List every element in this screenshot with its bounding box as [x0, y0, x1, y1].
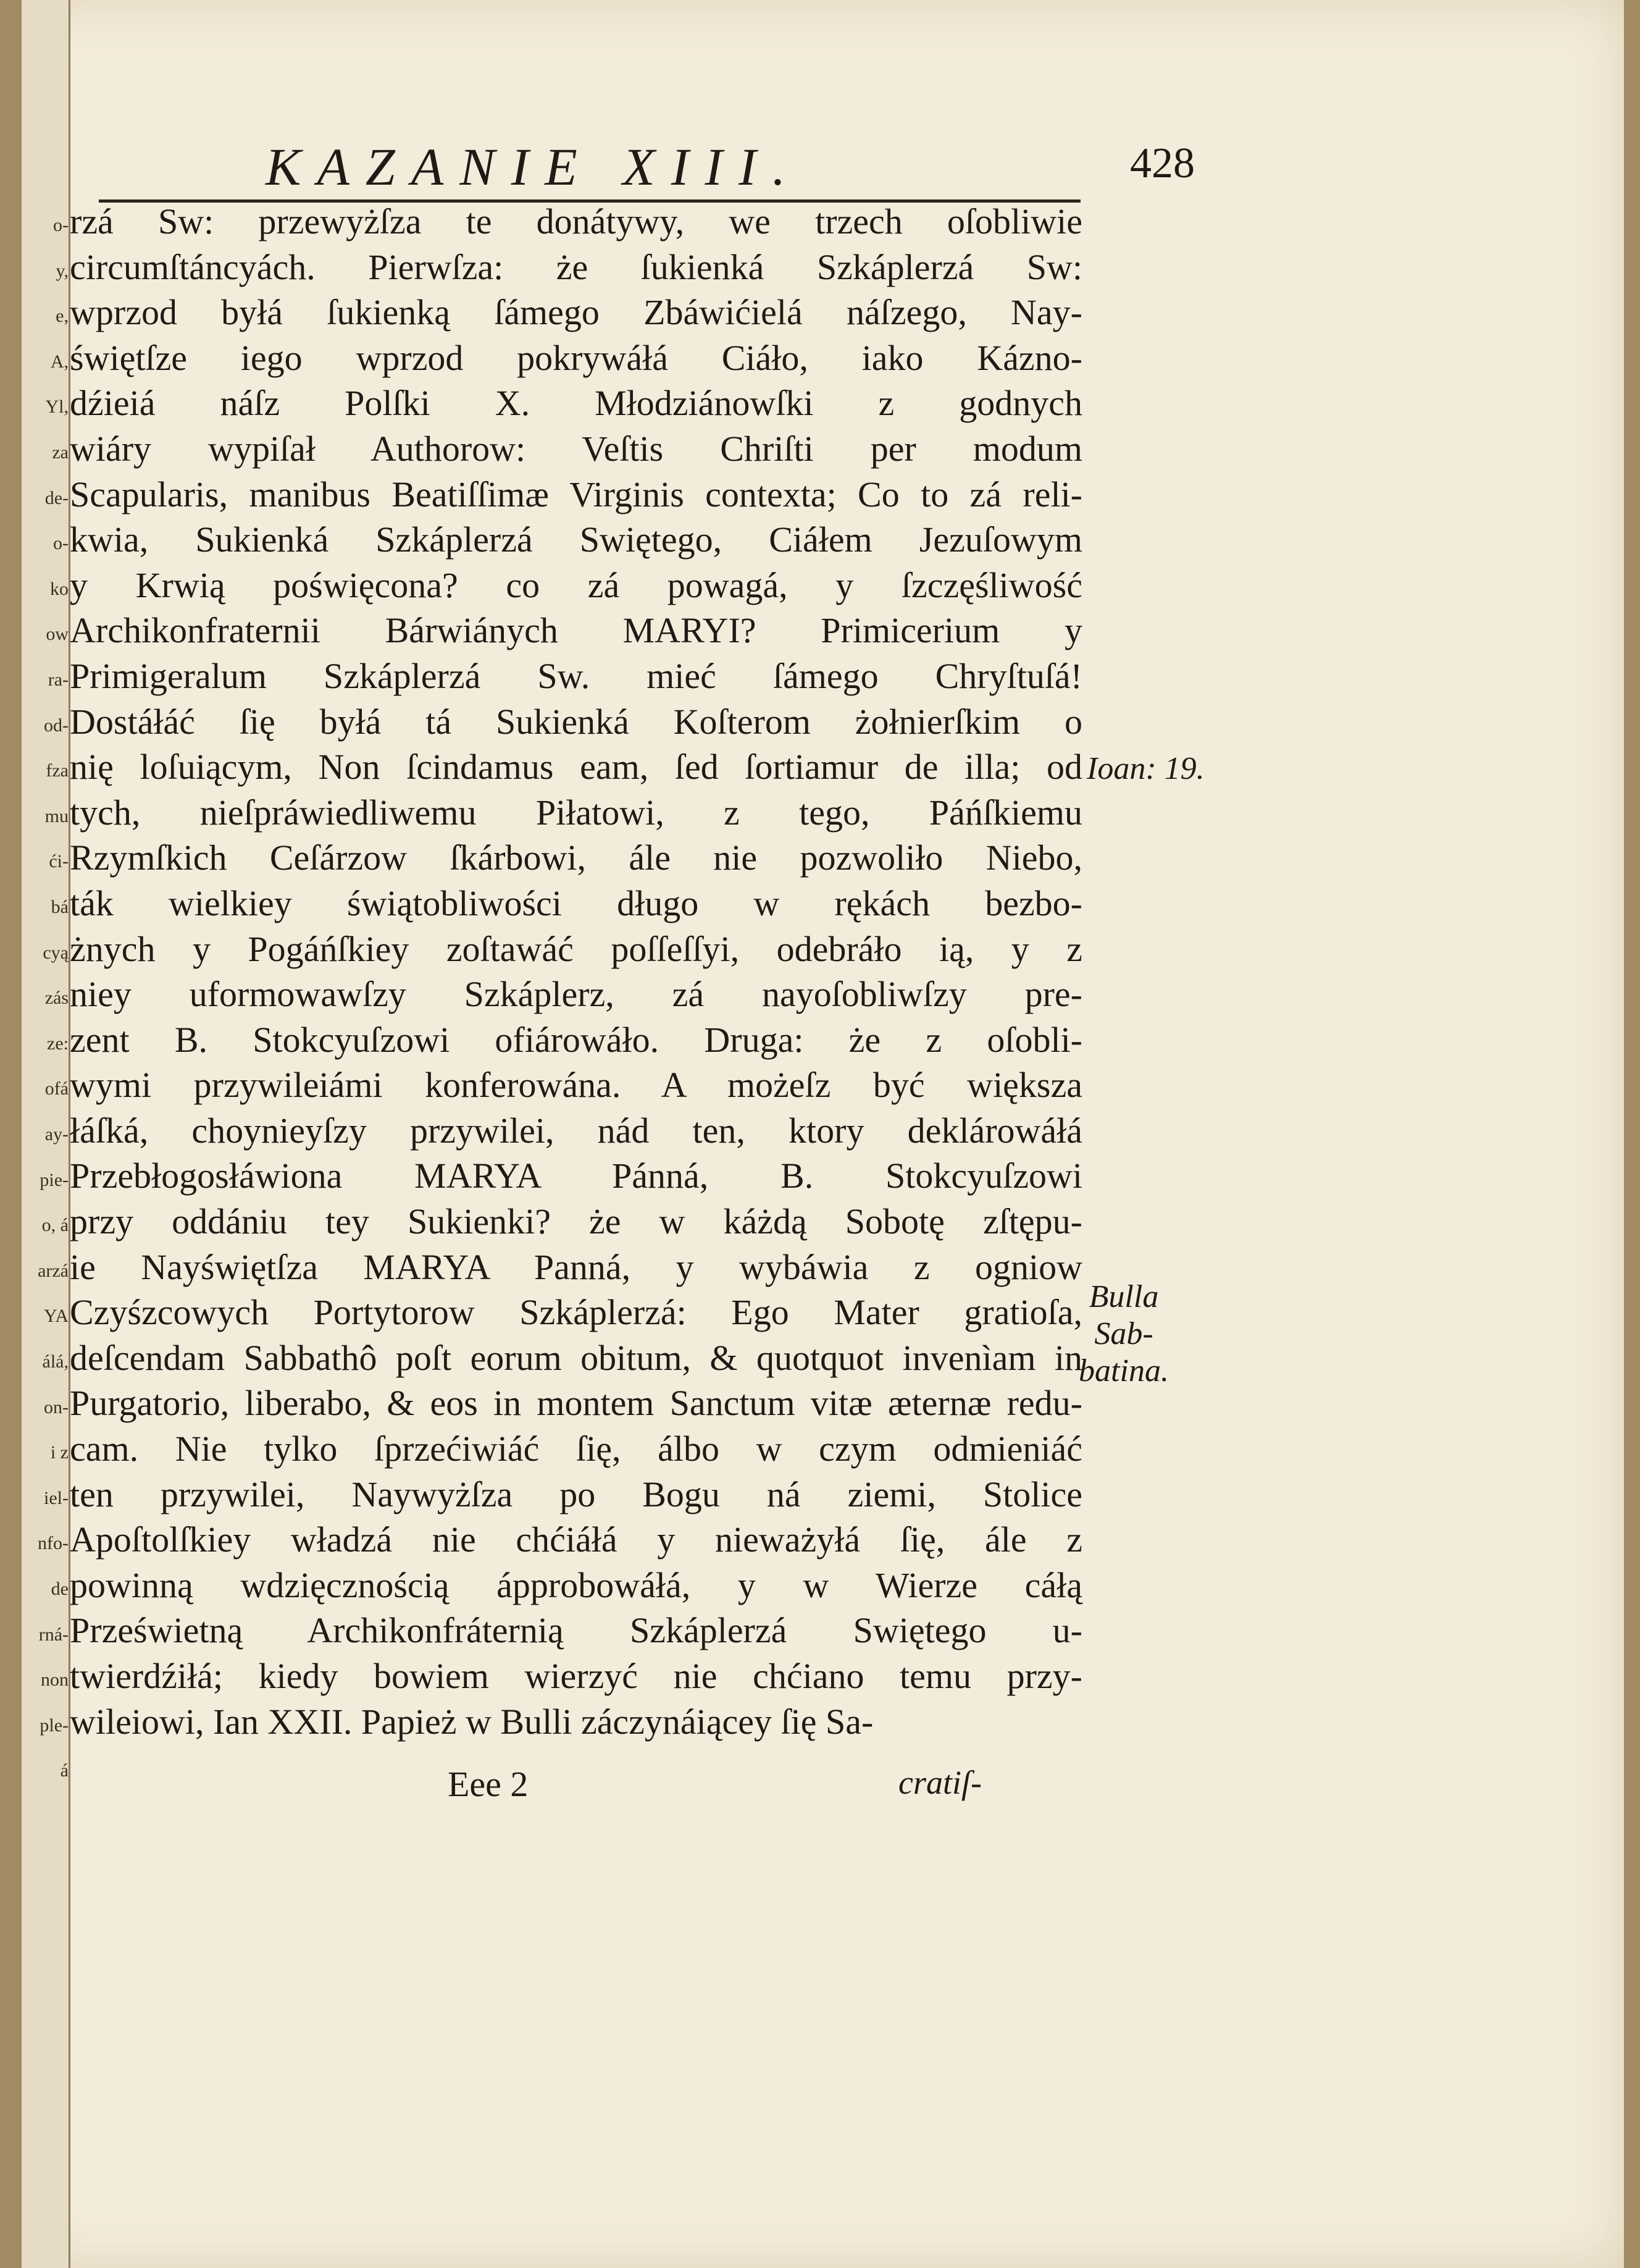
previous-page-edge — [22, 0, 70, 2268]
text-line: Prześwietną Archikonfráternią Szkáplerzá Swiętego u- — [70, 1610, 1082, 1651]
previous-page-fragment: non — [41, 1670, 69, 1690]
previous-page-fragment: á — [60, 1760, 69, 1781]
text-line: ten przywilei, Naywyżſza po Bogu ná ziemi, Stolice — [70, 1474, 1082, 1514]
catchword: cratiſ- — [898, 1764, 982, 1801]
text-line: rzá Sw: przewyżſza te donátywy, we trzech oſobliwie — [70, 201, 1082, 242]
text-line: y Krwią poświęcona? co zá powagá, y ſzczęśliwość — [70, 565, 1082, 605]
text-line: Archikonfraternii Bárwiánych MARYI? Primicerium y — [70, 610, 1082, 651]
previous-page-fragment: de- — [44, 487, 69, 508]
text-line: niey uformowawſzy Szkáplerz, zá nayoſobliwſzy pre- — [70, 974, 1082, 1015]
previous-page-fragment: mu — [44, 805, 69, 826]
text-line: ie Nayświętſza MARYA Panná, y wybáwia z ogniow — [70, 1246, 1082, 1287]
previous-page-fragment: nfo- — [38, 1533, 69, 1554]
text-line: zent B. Stokcyuſzowi ofiárowáło. Druga: że z oſobli- — [70, 1019, 1082, 1060]
text-line: Czyśzcowych Portytorow Szkáplerzá: Ego Mater gratioſa, — [70, 1292, 1082, 1333]
margin-note-bulla-line-1: Bulla Sab- — [1089, 1279, 1159, 1351]
text-line: nię loſuiącym, Non ſcindamus eam, ſed ſortiamur de illa; od — [70, 747, 1082, 788]
previous-page-fragment: ra- — [48, 670, 69, 690]
previous-page-fragment: iel- — [44, 1487, 69, 1508]
previous-page-fragment: ow — [46, 624, 69, 645]
text-line: powinną wdzięcznością ápprobowáłá, y w Wierze cáłą — [70, 1564, 1082, 1605]
previous-page-fragment: YA — [43, 1306, 69, 1327]
text-line: łáſká, choynieyſzy przywilei, nád ten, ktory deklárowáłá — [70, 1110, 1082, 1151]
text-line: Rzymſkich Ceſárzow ſkárbowi, ále nie pozwoliło Niebo, — [70, 838, 1082, 878]
text-line: kwia, Sukienká Szkáplerzá Swiętego, Ciáłem Jezuſowym — [70, 519, 1082, 560]
book-page — [22, 0, 1624, 2268]
text-line: przy oddániu tey Sukienki? że w káżdą Sobotę zſtępu- — [70, 1201, 1082, 1242]
text-line: Apoſtolſkiey władzá nie chćiáłá y nieważyłá ſię, ále z — [70, 1519, 1082, 1560]
body-text — [70, 199, 1082, 1744]
page-number: 428 — [1130, 140, 1195, 187]
margin-note-bulla-line-2: batina. — [1079, 1353, 1169, 1388]
previous-page-fragment: de — [51, 1579, 69, 1599]
previous-page-fragment: rná- — [38, 1624, 69, 1645]
previous-page-fragment: cyą — [43, 942, 69, 963]
text-line: dźieiá náſz Polſki X. Młodziánowſki z godnych — [70, 383, 1082, 424]
text-line: deſcendam Sabbathô poſt eorum obitum, & quotquot invenìam in — [70, 1337, 1082, 1378]
previous-page-fragment: o- — [53, 215, 69, 235]
previous-page-fragment: o- — [53, 533, 69, 554]
previous-page-fragment: ofá — [44, 1078, 69, 1099]
previous-page-fragment: ći- — [49, 851, 69, 872]
previous-page-fragment: álá, — [42, 1351, 69, 1372]
text-line: cam. Nie tylko ſprzećiwiáć ſię, álbo w czym odmieniáć — [70, 1429, 1082, 1469]
margin-note-bulla — [1065, 1279, 1182, 1390]
previous-page-fragment: pie- — [40, 1169, 69, 1190]
previous-page-fragment: fza — [46, 760, 69, 781]
text-line: Scapularis, manibus Beatiſſimæ Virginis contexta; Co to zá reli- — [70, 474, 1082, 514]
text-line: wprzod byłá ſukienką ſámego Zbáwićielá náſzego, Nay- — [70, 292, 1082, 333]
previous-page-fragment: y, — [56, 260, 69, 281]
previous-page-fragment: ple- — [40, 1715, 69, 1736]
signature-mark: Eee 2 — [448, 1764, 529, 1804]
text-line: żnych y Pogáńſkiey zoſtawáć poſſeſſyi, odebráło ią, y z — [70, 928, 1082, 969]
previous-page-fragment: bá — [51, 897, 69, 917]
margin-note-ioan — [1087, 750, 1205, 788]
text-line: Dostáłáć ſię byłá tá Sukienká Koſterom żołnierſkim o — [70, 701, 1082, 742]
text-line: twierdźiłá; kiedy bowiem wierzyć nie chćiano temu przy- — [70, 1656, 1082, 1696]
previous-page-fragment: ay- — [44, 1124, 69, 1144]
previous-page-fragment: zás — [44, 988, 69, 1009]
previous-page-fragment: arzá — [38, 1260, 69, 1281]
previous-page-fragment: ze: — [47, 1033, 69, 1054]
previous-page-fragment: od- — [44, 715, 69, 736]
previous-page-fragment: za — [52, 442, 69, 463]
text-line: Purgatorio, liberabo, & eos in montem Sanctum vitæ æternæ redu- — [70, 1383, 1082, 1424]
text-line: wileiowi, Ian XXII. Papież w Bulli záczynáiącey ſię Sa- — [70, 1701, 874, 1742]
previous-page-fragment: ko — [50, 578, 69, 599]
running-head: KAZANIE XIII. — [266, 137, 802, 196]
margin-note-ioan-text: Ioan: 19. — [1087, 751, 1205, 786]
text-line: wiáry wypiſał Authorow: Veſtis Chriſti per modum — [70, 428, 1082, 469]
text-line: ták wielkiey świątobliwości długo w rękách bezbo- — [70, 883, 1082, 923]
text-line: świętſze iego wprzod pokrywáłá Ciáło, iako Kázno- — [70, 337, 1082, 378]
previous-page-fragment: i z — [50, 1442, 69, 1463]
text-line: tych, nieſpráwiedliwemu Piłatowi, z tego, Páńſkiemu — [70, 792, 1082, 833]
text-line: Przebłogosłáwiona MARYA Pánná, B. Stokcyuſzowi — [70, 1156, 1082, 1196]
text-line: Primigeralum Szkáplerzá Sw. mieć ſámego Chryſtuſá! — [70, 655, 1082, 696]
text-line: circumſtáncyách. Pierwſza: że ſukienká Szkáplerzá Sw: — [70, 246, 1082, 287]
previous-page-fragment: e, — [56, 306, 69, 327]
previous-page-fragment: A, — [50, 351, 69, 372]
previous-page-fragment: Yl, — [45, 397, 69, 418]
previous-page-fragment: o, á — [41, 1215, 69, 1236]
text-line: wymi przywileiámi konferowána. A możeſz być większa — [70, 1065, 1082, 1106]
previous-page-fragment: on- — [44, 1396, 69, 1418]
